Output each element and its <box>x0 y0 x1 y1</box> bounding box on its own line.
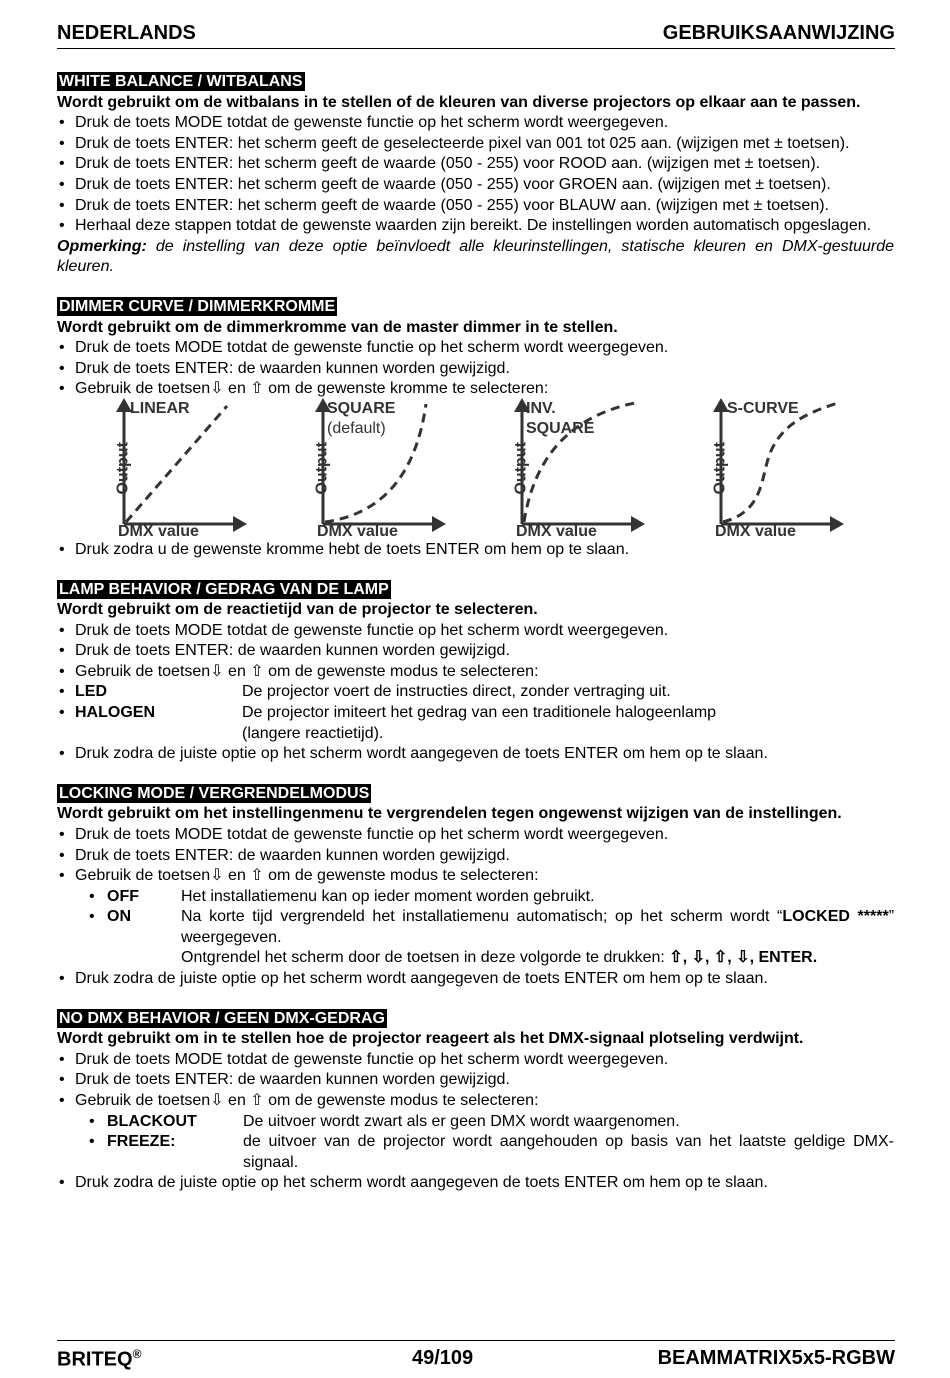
step-list <box>57 744 894 765</box>
option-text: ” weergegeven. <box>181 908 895 946</box>
page-content <box>57 72 894 1194</box>
note-text: de instelling van deze optie beïnvloedt alle kleurinstellingen, statische kleuren en DMX-gestuurde kleuren. <box>57 237 894 276</box>
header-doc-type: GEBRUIKSAANWIJZING <box>662 22 895 44</box>
unlock-text: Ontgrendel het scherm door de toetsen in deze volgorde te drukken: <box>181 949 670 967</box>
section-intro: Wordt gebruikt om in te stellen hoe de projector reageert als het DMX-signaal plotseling verdwijnt. <box>57 1030 804 1048</box>
brand-name: BRITEQ <box>57 1348 133 1371</box>
option-description: de uitvoer van de projector wordt aangehouden op basis van het laatste geldige DMX-signaal. <box>243 1133 894 1171</box>
section-locking-mode <box>57 765 894 990</box>
curve-linear <box>102 400 252 540</box>
step-list <box>57 338 894 400</box>
option-key: BLACKOUT <box>107 1112 197 1130</box>
list-item: • Druk de toets MODE totdat de gewenste functie op het scherm wordt weergegeven. <box>57 825 894 846</box>
option-description-continued: (langere reactietijd). <box>242 724 384 742</box>
step-list <box>57 969 894 990</box>
curve-label-2: SQUARE <box>526 419 595 437</box>
option-halogen <box>57 703 894 724</box>
section-white-balance <box>57 72 894 278</box>
page-number: 49/109 <box>412 1347 474 1369</box>
curve-label: LINEAR <box>130 399 190 417</box>
option-description: De projector imiteert het gedrag van een traditionele halogeenlamp <box>242 704 717 722</box>
section-intro: Wordt gebruikt om het instellingenmenu te vergrendelen tegen ongewenst wijzigen van de instellingen. <box>57 805 842 823</box>
section-intro: Wordt gebruikt om de witbalans in te stellen of de kleuren van diverse projectors op elkaar aan te passen. <box>57 93 861 111</box>
option-description: Het installatiemenu kan op ieder moment worden gebruikt. <box>181 887 595 905</box>
section-lamp-behavior <box>57 561 894 765</box>
curve-label: INV. <box>526 399 556 417</box>
y-axis-label: Output <box>313 442 331 495</box>
step-list <box>57 540 894 561</box>
section-intro: Wordt gebruikt om de reactietijd van de projector te selecteren. <box>57 601 538 619</box>
y-axis-label: Output <box>114 442 132 495</box>
option-key: OFF <box>107 887 139 905</box>
list-item: • Gebruik de toetsen⇩ en ⇧ om de gewenste modus te selecteren: <box>57 662 894 683</box>
y-axis-label: Output <box>512 442 530 495</box>
section-title: LOCKING MODE / VERGRENDELMODUS <box>59 784 370 802</box>
page-footer <box>57 1340 895 1371</box>
list-item: • Druk de toets ENTER: de waarden kunnen worden gewijzigd. <box>57 359 894 380</box>
list-item: • Gebruik de toetsen⇩ en ⇧ om de gewenste modus te selecteren: <box>57 866 894 887</box>
list-item: • Druk zodra de juiste optie op het scherm wordt aangegeven de toets ENTER om hem op te slaan. <box>57 744 894 765</box>
option-description: De projector voert de instructies direct, zonder vertraging uit. <box>242 683 671 701</box>
list-item: • Druk de toets ENTER: de waarden kunnen worden gewijzigd. <box>57 846 894 867</box>
list-item: • Druk zodra de juiste optie op het scherm wordt aangegeven de toets ENTER om hem op te slaan. <box>57 969 894 990</box>
list-item: • Herhaal deze stappen totdat de gewenste waarden zijn bereikt. De instellingen worden automatisch opgeslagen. <box>57 216 894 237</box>
curve-square <box>301 400 451 540</box>
y-axis-label: Output <box>711 442 729 495</box>
list-item: • Gebruik de toetsen⇩ en ⇧ om de gewenste kromme te selecteren: <box>57 379 894 400</box>
header-language: NEDERLANDS <box>57 22 196 44</box>
locked-text: LOCKED ***** <box>782 908 889 926</box>
option-led <box>57 682 894 703</box>
list-item: • Druk de toets ENTER: de waarden kunnen worden gewijzigd. <box>57 1070 894 1091</box>
section-intro: Wordt gebruikt om de dimmerkromme van de master dimmer in te stellen. <box>57 318 618 336</box>
option-description <box>181 907 894 948</box>
list-item: • Druk de toets ENTER: het scherm geeft de waarde (050 - 255) voor ROOD aan. (wijzigen met ± toetsen). <box>57 154 894 175</box>
list-item: • Druk de toets MODE totdat de gewenste functie op het scherm wordt weergegeven. <box>57 621 894 642</box>
section-dimmer-curve <box>57 278 894 561</box>
section-title: LAMP BEHAVIOR / GEDRAG VAN DE LAMP <box>59 580 389 598</box>
option-description: De uitvoer wordt zwart als er geen DMX wordt waargenomen. <box>243 1112 680 1130</box>
list-item: • Druk de toets MODE totdat de gewenste functie op het scherm wordt weergegeven. <box>57 338 894 359</box>
list-item: • Gebruik de toetsen⇩ en ⇧ om de gewenste modus te selecteren: <box>57 1091 894 1112</box>
list-item: • Druk de toets ENTER: de waarden kunnen worden gewijzigd. <box>57 641 894 662</box>
x-axis-label: DMX value <box>516 522 597 540</box>
curve-s-curve <box>699 400 849 540</box>
list-item: • Druk zodra u de gewenste kromme hebt de toets ENTER om hem op te slaan. <box>57 540 894 561</box>
list-item: • Druk de toets ENTER: het scherm geeft de geselecteerde pixel van 001 tot 025 aan. (wijzigen met ± toetsen). <box>57 134 894 155</box>
footer-brand <box>57 1347 141 1372</box>
step-list <box>57 825 894 887</box>
curve-sublabel: (default) <box>327 419 386 437</box>
page-header <box>57 22 895 49</box>
curve-label: SQUARE <box>327 399 396 417</box>
step-list <box>57 621 894 683</box>
x-axis-label: DMX value <box>317 522 398 540</box>
option-blackout <box>57 1112 894 1133</box>
step-list <box>57 1173 894 1194</box>
option-freeze <box>57 1132 894 1173</box>
curve-label: S-CURVE <box>727 399 799 417</box>
unlock-sequence: ⇧, ⇩, ⇧, ⇩, ENTER. <box>669 949 818 967</box>
list-item: • Druk de toets ENTER: het scherm geeft de waarde (050 - 255) voor BLAUW aan. (wijzigen met ± toetsen). <box>57 196 894 217</box>
curve-inv-square <box>500 400 650 540</box>
option-off <box>57 887 894 908</box>
option-key: ON <box>107 908 131 926</box>
section-title: WHITE BALANCE / WITBALANS <box>59 73 303 90</box>
registered-mark: ® <box>132 1347 142 1361</box>
note <box>57 237 894 278</box>
list-item: • Druk de toets MODE totdat de gewenste functie op het scherm wordt weergegeven. <box>57 1050 894 1071</box>
list-item: • Druk zodra de juiste optie op het scherm wordt aangegeven de toets ENTER om hem op te slaan. <box>57 1173 894 1194</box>
section-title: NO DMX BEHAVIOR / GEEN DMX-GEDRAG <box>59 1009 385 1027</box>
option-key: HALOGEN <box>75 704 155 722</box>
note-label: Opmerking: <box>57 237 147 255</box>
list-item: • Druk de toets MODE totdat de gewenste functie op het scherm wordt weergegeven. <box>57 113 894 134</box>
footer-model: BEAMMATRIX5x5-RGBW <box>657 1347 895 1369</box>
x-axis-label: DMX value <box>118 522 199 540</box>
list-item: • Druk de toets ENTER: het scherm geeft de waarde (050 - 255) voor GROEN aan. (wijzigen met ± toetsen). <box>57 175 894 196</box>
option-key: FREEZE: <box>107 1133 176 1151</box>
step-list <box>57 1050 894 1112</box>
option-key: LED <box>75 683 107 701</box>
option-on <box>57 907 894 948</box>
dimmer-curves-figure <box>102 400 894 540</box>
step-list <box>57 113 894 237</box>
unlock-instruction <box>57 948 894 969</box>
section-no-dmx-behavior <box>57 990 894 1194</box>
x-axis-label: DMX value <box>715 522 796 540</box>
option-text: Na korte tijd vergrendeld het installatiemenu automatisch; op het scherm wordt “ <box>181 908 783 926</box>
section-title: DIMMER CURVE / DIMMERKROMME <box>59 297 336 315</box>
